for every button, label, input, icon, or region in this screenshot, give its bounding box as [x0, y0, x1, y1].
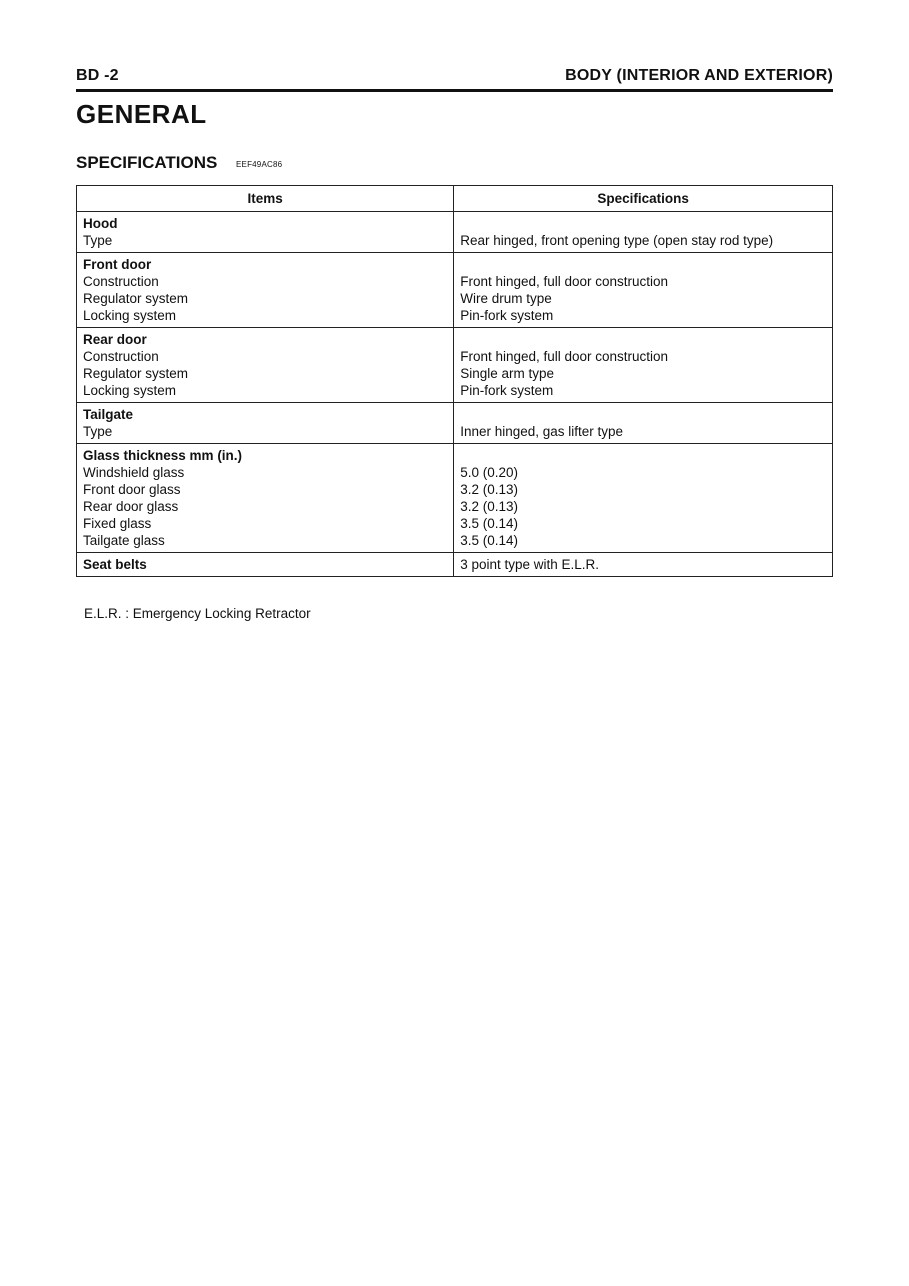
specifications-heading: SPECIFICATIONS [76, 153, 218, 172]
spec-value: 5.0 (0.20) [460, 465, 518, 480]
group-title: Glass thickness mm (in.) [83, 448, 243, 463]
table-row-tailgate [77, 403, 833, 444]
spec-value: Inner hinged, gas lifter type [460, 424, 624, 439]
column-header-items: Items [77, 186, 454, 212]
spec-value: 3 point type with E.L.R. [460, 557, 600, 572]
specs-cell [454, 328, 833, 403]
spacer-line [460, 331, 826, 348]
spec-value: 3.5 (0.14) [460, 533, 518, 548]
item-label: Front door glass [83, 482, 181, 497]
spec-value: 3.2 (0.13) [460, 499, 518, 514]
spec-value: Single arm type [460, 366, 554, 381]
group-title: Tailgate [83, 407, 134, 422]
section-title: BODY (INTERIOR AND EXTERIOR) [565, 67, 833, 84]
specs-cell [454, 553, 833, 577]
column-header-specifications: Specifications [454, 186, 833, 212]
item-label: Regulator system [83, 366, 189, 381]
item-label: Type [83, 424, 113, 439]
page-number: BD -2 [76, 67, 119, 84]
item-label: Type [83, 233, 113, 248]
spacer-line [460, 256, 826, 273]
table-row-glass-thickness [77, 444, 833, 553]
spec-value: Pin-fork system [460, 308, 554, 323]
table-row-hood [77, 212, 833, 253]
specs-cell [454, 212, 833, 253]
specs-cell [454, 403, 833, 444]
spacer-line [460, 215, 826, 232]
specifications-table [76, 185, 833, 577]
spec-value: Wire drum type [460, 291, 552, 306]
group-title: Rear door [83, 332, 147, 347]
item-label: Construction [83, 349, 159, 364]
chapter-title: GENERAL [76, 99, 207, 129]
spec-value: Front hinged, full door construction [460, 274, 669, 289]
specs-cell [454, 444, 833, 553]
items-cell [77, 553, 454, 577]
item-label: Windshield glass [83, 465, 185, 480]
item-label: Rear door glass [83, 499, 179, 514]
item-label: Regulator system [83, 291, 189, 306]
spacer-line [460, 447, 826, 464]
items-cell [77, 328, 454, 403]
item-label: Construction [83, 274, 159, 289]
spec-value: 3.2 (0.13) [460, 482, 518, 497]
group-title: Seat belts [83, 557, 147, 572]
items-cell [77, 444, 454, 553]
specs-cell [454, 253, 833, 328]
spec-value: Rear hinged, front opening type (open stay rod type) [460, 233, 774, 248]
table-row-rear-door [77, 328, 833, 403]
table-row-front-door [77, 253, 833, 328]
page-header [76, 67, 833, 89]
group-title: Hood [83, 216, 118, 231]
item-label: Locking system [83, 383, 177, 398]
item-label: Locking system [83, 308, 177, 323]
table-row-seat-belts [77, 553, 833, 577]
group-title: Front door [83, 257, 152, 272]
document-code: EEF49AC86 [236, 160, 283, 169]
header-rule [76, 89, 833, 92]
item-label: Fixed glass [83, 516, 152, 531]
items-cell [77, 253, 454, 328]
table-header-row [77, 186, 833, 212]
spec-value: 3.5 (0.14) [460, 516, 518, 531]
spec-value: Front hinged, full door construction [460, 349, 669, 364]
items-cell [77, 212, 454, 253]
spacer-line [460, 406, 826, 423]
item-label: Tailgate glass [83, 533, 165, 548]
spec-value: Pin-fork system [460, 383, 554, 398]
items-cell [77, 403, 454, 444]
footnote: E.L.R. : Emergency Locking Retractor [84, 606, 311, 621]
